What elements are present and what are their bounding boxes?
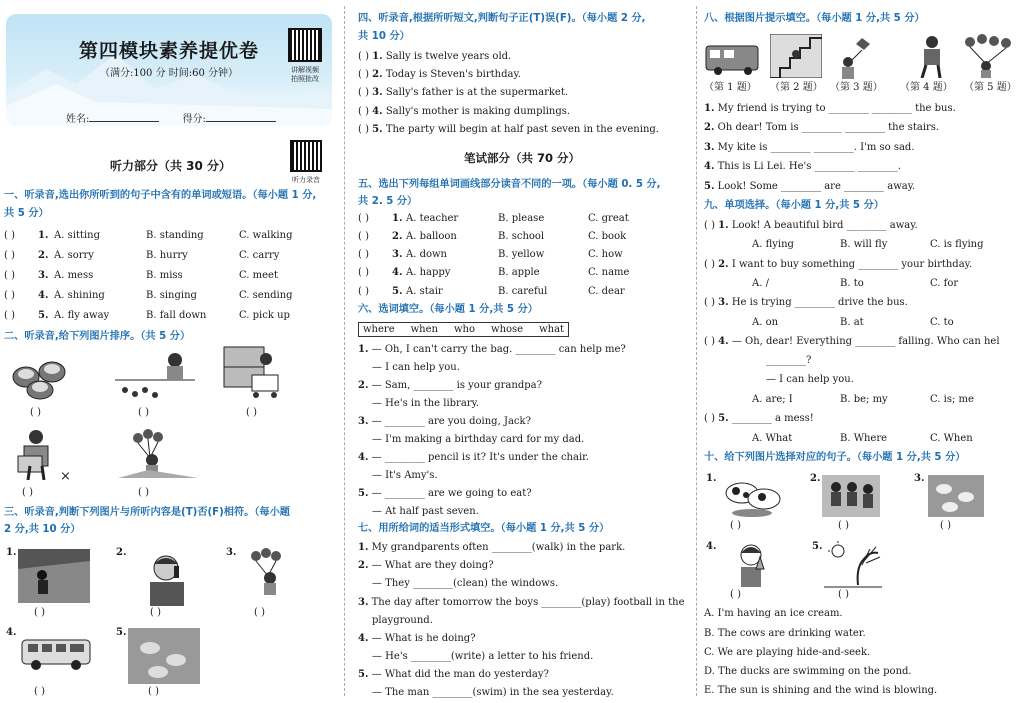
answer-paren[interactable]: ( ) — [358, 87, 369, 98]
boy-falling-picture — [115, 350, 195, 400]
sentence-option: D. The ducks are swimming on the pond. — [704, 666, 912, 677]
item-number: 2. — [704, 122, 715, 133]
word-bank-item: whose — [491, 324, 524, 335]
score-field[interactable] — [206, 112, 276, 122]
list-item — [358, 668, 549, 682]
list-item — [372, 577, 558, 591]
answer-paren[interactable]: ( ) — [4, 310, 15, 321]
item-text: — ________ are you doing, Jack? — [371, 416, 531, 427]
section-2-title: 二、听录音,给下列图片排序。（共 5 分） — [4, 331, 191, 342]
item-text: I want to buy something ________ your birthday. — [731, 259, 973, 270]
list-item — [4, 289, 340, 305]
item-number: 5. — [704, 181, 715, 192]
section-4-title-cont: 共 10 分） — [358, 31, 410, 42]
list-item — [704, 219, 918, 233]
qr-caption: 听力录音 — [292, 176, 320, 184]
item-number: 4. — [6, 627, 17, 638]
windy-sunny-picture — [824, 541, 882, 589]
score-label: 得分: — [182, 114, 206, 125]
answer-paren[interactable]: ( ) — [4, 230, 15, 241]
option-b: B. to — [840, 278, 864, 289]
stairs-picture — [770, 34, 822, 78]
section-5-title-cont: 共 2. 5 分） — [358, 196, 418, 207]
answer-paren[interactable]: ( ) — [358, 106, 369, 117]
item-text: — Sam, ________ is your grandpa? — [371, 380, 542, 391]
list-item — [358, 212, 688, 228]
item-text: The day after tomorrow the boys ________(play) football in the — [371, 597, 685, 608]
shopping-cart-picture — [222, 345, 284, 403]
item-number: 1. — [704, 103, 715, 114]
item-number: 3. — [358, 416, 369, 427]
list-item — [372, 686, 614, 700]
item-number: 4. — [358, 452, 369, 463]
bus-picture — [704, 38, 760, 78]
option-a: A. shining — [54, 290, 105, 301]
listening-title: 听力部分（共 30 分） — [110, 159, 232, 173]
list-item — [358, 86, 568, 100]
item-number: 5. — [812, 541, 823, 552]
option-b: B. standing — [146, 230, 204, 241]
option-c: C. carry — [239, 250, 280, 261]
item-text: — It's Amy's. — [372, 470, 438, 481]
picture-caption: （第 5 题） — [964, 82, 1017, 93]
answer-paren[interactable]: ( ) — [4, 270, 15, 281]
item-number: 4. — [358, 633, 369, 644]
word-bank-item: what — [539, 324, 565, 335]
option-a: A. stair — [406, 286, 443, 297]
list-item — [704, 141, 915, 155]
list-item — [358, 379, 542, 393]
list-item — [704, 412, 814, 426]
answer-paren[interactable]: ( ) — [358, 69, 369, 80]
balloons-picture — [118, 428, 198, 478]
answer-paren[interactable]: ( ) — [4, 250, 15, 261]
item-text: Oh dear! Tom is ________ ________ the stairs. — [717, 122, 940, 133]
section-9-title: 九、单项选择。（每小题 1 分,共 5 分） — [704, 200, 884, 211]
list-item — [358, 451, 589, 465]
item-number: 4. — [704, 161, 715, 172]
item-number: 5. — [372, 124, 383, 135]
list-item — [358, 541, 625, 555]
section-1-title-cont: 共 5 分） — [4, 208, 49, 219]
answer-paren[interactable]: ( ) — [138, 407, 149, 418]
answer-paren[interactable]: ( ) — [246, 407, 257, 418]
item-text: — They ________(clean) the windows. — [372, 578, 559, 589]
list-item — [358, 487, 532, 501]
answer-paren[interactable]: ( ) — [704, 220, 715, 231]
list-item — [4, 309, 340, 325]
name-label: 姓名: — [66, 114, 90, 125]
answer-paren[interactable]: ( ) — [838, 520, 849, 531]
item-number: 2. — [358, 380, 369, 391]
item-text: — Oh, dear! Everything ________ falling. Who can hel — [731, 336, 1000, 347]
answer-paren[interactable]: ( ) — [4, 290, 15, 301]
sentence-option: A. I'm having an ice cream. — [704, 608, 843, 619]
option-a: A. on — [752, 317, 779, 328]
name-score-line — [66, 110, 276, 125]
middle-column — [348, 0, 692, 703]
item-number: 2. — [358, 560, 369, 571]
item-text: Sally's father is at the supermarket. — [385, 87, 569, 98]
item-number: 1. — [718, 220, 729, 231]
option-c: C. dear — [588, 286, 625, 297]
item-number: 2. — [392, 231, 403, 242]
list-item — [358, 248, 688, 264]
option-b: B. be; my — [840, 394, 888, 405]
option-a: A. are; I — [752, 394, 793, 405]
item-text: Today is Steven's birthday. — [385, 69, 521, 80]
option-c: C. meet — [239, 270, 278, 281]
man-on-phone-picture — [142, 552, 192, 606]
ducks-on-pond-picture — [128, 628, 200, 684]
item-number: 3. — [914, 473, 925, 484]
item-text: — He's ________(write) a letter to his friend. — [372, 651, 594, 662]
answer-paren[interactable]: ( ) — [34, 607, 45, 618]
answer-paren[interactable]: ( ) — [358, 267, 369, 278]
ducks-on-pond-picture — [928, 475, 984, 517]
answer-paren[interactable]: ( ) — [704, 336, 715, 347]
item-number: 5. — [358, 488, 369, 499]
item-text: Look! Some ________ are ________ away. — [717, 181, 916, 192]
list-item — [704, 258, 972, 272]
list-item — [704, 296, 908, 310]
picture-caption: （第 3 题） — [830, 82, 883, 93]
option-a: A. down — [406, 249, 448, 260]
answer-paren[interactable]: ( ) — [22, 487, 33, 498]
exam-header — [6, 14, 332, 126]
item-number: 5. — [358, 669, 369, 680]
option-c: C. walking — [239, 230, 293, 241]
option-a: A. balloon — [406, 231, 457, 242]
boy-reading-picture — [908, 34, 948, 78]
dumplings-picture — [10, 352, 80, 402]
item-text: — What is he doing? — [371, 633, 476, 644]
item-text-cont: ________? — [766, 355, 812, 366]
list-item — [4, 249, 340, 265]
item-number: 4. — [718, 336, 729, 347]
item-text: The party will begin at half past seven in the evening. — [385, 124, 659, 135]
girl-eating-ice-cream-picture — [734, 543, 768, 589]
qr-code-icon — [290, 140, 322, 172]
item-number: 1. — [6, 547, 17, 558]
cows-picture — [722, 475, 784, 517]
item-number: 5. — [718, 413, 729, 424]
word-bank-item: who — [453, 324, 476, 335]
item-number: 3. — [718, 297, 729, 308]
list-item — [372, 505, 479, 519]
option-b: B. hurry — [146, 250, 188, 261]
sentence-option: B. The cows are drinking water. — [704, 628, 866, 639]
item-text: Look! A beautiful bird ________ away. — [731, 220, 918, 231]
section-5-title: 五、选出下列每组单词画线部分读音不同的一项。（每小题 0. 5 分, — [358, 179, 661, 190]
item-number: 4. — [392, 267, 403, 278]
option-b: B. please — [498, 213, 545, 224]
answer-paren[interactable]: ( ) — [34, 686, 45, 697]
answer-paren[interactable]: ( ) — [150, 607, 161, 618]
sentence-option: C. We are playing hide-and-seek. — [704, 647, 871, 658]
section-3-title-cont: 2 分,共 10 分） — [4, 524, 81, 535]
option-a: A. happy — [406, 267, 451, 278]
section-10-title: 十、给下列图片选择对应的句子。（每小题 1 分,共 5 分） — [704, 452, 966, 463]
answer-paren[interactable]: ( ) — [254, 607, 265, 618]
man-carrying-box-picture — [14, 428, 58, 480]
option-a: A. mess — [54, 270, 94, 281]
option-c: C. for — [930, 278, 959, 289]
answer-paren[interactable]: ( ) — [138, 487, 149, 498]
option-c: C. sending — [239, 290, 293, 301]
item-number: 3. — [226, 547, 237, 558]
score-time-line: （满分:100 分 时间:60 分钟） — [99, 68, 239, 79]
answer-paren[interactable]: ( ) — [838, 589, 849, 600]
item-text: — What are they doing? — [371, 560, 494, 571]
girl-with-balloons-picture — [238, 548, 298, 598]
section-6-title: 六、选词填空。（每小题 1 分,共 5 分） — [358, 304, 538, 315]
answer-paren[interactable]: ( ) — [358, 213, 369, 224]
list-item — [704, 335, 1019, 349]
option-a: A. What — [752, 433, 793, 444]
item-text: — Oh, I can't carry the bag. ________ can help me? — [371, 344, 626, 355]
list-item — [358, 50, 511, 64]
item-text: Sally's mother is making dumplings. — [385, 106, 571, 117]
answer-paren[interactable]: ( ) — [30, 407, 41, 418]
picture-caption: （第 4 题） — [900, 82, 953, 93]
balloons-flying-picture — [962, 34, 1012, 78]
item-text: Sally is twelve years old. — [385, 51, 512, 62]
option-b: B. Where — [840, 433, 888, 444]
option-c: C. how — [588, 249, 623, 260]
option-a: A. teacher — [406, 213, 459, 224]
item-text: ________ a mess! — [731, 413, 814, 424]
item-number: 3. — [372, 87, 383, 98]
option-a: A. / — [752, 278, 769, 289]
list-item — [358, 285, 688, 301]
option-c: C. name — [588, 267, 630, 278]
item-number: 1. — [358, 344, 369, 355]
answer-paren[interactable]: ( ) — [358, 286, 369, 297]
list-item — [372, 361, 460, 375]
list-item — [4, 229, 340, 245]
x-mark-icon: × — [60, 469, 71, 484]
bus-picture — [20, 636, 94, 672]
item-text: — At half past seven. — [372, 506, 479, 517]
option-b: B. apple — [498, 267, 540, 278]
list-item — [704, 102, 956, 116]
boy-with-kite-picture — [834, 36, 874, 80]
left-column — [0, 0, 340, 703]
option-c: C. great — [588, 213, 629, 224]
item-text: My friend is trying to ________ ________ the bus. — [717, 103, 956, 114]
list-item — [704, 121, 939, 135]
option-b: B. will fly — [840, 239, 888, 250]
list-item — [358, 632, 476, 646]
right-column — [700, 0, 1019, 703]
section-8-title: 八、根据图片提示填空。（每小题 1 分,共 5 分） — [704, 13, 925, 24]
list-item — [358, 230, 688, 246]
list-item — [372, 650, 593, 664]
answer-paren[interactable]: ( ) — [358, 124, 369, 135]
picture-caption: （第 1 题） — [704, 82, 757, 93]
item-number: 2. — [116, 547, 127, 558]
item-text-cont: — I can help you. — [766, 374, 854, 385]
item-text: — ________ pencil is it? It's under the chair. — [371, 452, 590, 463]
item-number: 3. — [704, 142, 715, 153]
item-number: 5. — [116, 627, 127, 638]
option-c: C. book — [588, 231, 627, 242]
item-text: This is Li Lei. He's ________ ________. — [717, 161, 901, 172]
qr-code-icon — [288, 28, 322, 62]
option-a: A. sorry — [54, 250, 94, 261]
list-item — [704, 160, 901, 174]
list-item — [358, 68, 521, 82]
option-c: C. to — [930, 317, 954, 328]
answer-paren[interactable]: ( ) — [358, 249, 369, 260]
option-a: A. sitting — [54, 230, 100, 241]
list-item — [704, 180, 915, 194]
item-text: My grandparents often ________(walk) in the park. — [371, 542, 626, 553]
river-scene-picture — [18, 549, 90, 603]
list-item — [358, 415, 531, 429]
item-number: 1. — [358, 542, 369, 553]
qr-caption: 讲解视频 拍照批改 — [291, 66, 319, 83]
option-b: B. school — [498, 231, 545, 242]
writing-title: 笔试部分（共 70 分） — [464, 151, 581, 165]
item-text: — ________ are we going to eat? — [371, 488, 532, 499]
item-number: 4. — [38, 290, 49, 301]
list-item — [358, 343, 626, 357]
answer-paren[interactable]: ( ) — [730, 589, 741, 600]
item-number: 3. — [392, 249, 403, 260]
section-4-title: 四、听录音,根据所听短文,判断句子正(T)误(F)。（每小题 2 分, — [358, 13, 646, 24]
picture-caption: （第 2 题） — [770, 82, 823, 93]
option-c: C. is flying — [930, 239, 984, 250]
option-b: B. miss — [146, 270, 183, 281]
item-number: 2. — [372, 69, 383, 80]
answer-paren[interactable]: ( ) — [704, 259, 715, 270]
item-number: 2. — [718, 259, 729, 270]
item-text: — I can help you. — [372, 362, 460, 373]
list-item — [358, 123, 659, 137]
answer-paren[interactable]: ( ) — [940, 520, 951, 531]
option-a: A. flying — [752, 239, 794, 250]
name-field[interactable] — [89, 112, 159, 122]
answer-paren[interactable]: ( ) — [148, 686, 159, 697]
answer-paren[interactable]: ( ) — [358, 51, 369, 62]
item-text: — The man ________(swim) in the sea yesterday. — [372, 687, 614, 698]
answer-paren[interactable]: ( ) — [730, 520, 741, 531]
option-b: B. singing — [146, 290, 197, 301]
item-text: He is trying ________ drive the bus. — [731, 297, 908, 308]
list-item — [4, 269, 340, 285]
item-number: 1. — [706, 473, 717, 484]
list-item — [372, 469, 438, 483]
item-text: playground. — [372, 615, 433, 626]
word-bank — [358, 322, 569, 337]
item-number: 1. — [372, 51, 383, 62]
section-7-title: 七、用所给词的适当形式填空。（每小题 1 分,共 5 分） — [358, 523, 610, 534]
option-b: B. yellow — [498, 249, 545, 260]
option-c: C. is; me — [930, 394, 974, 405]
option-b: B. at — [840, 317, 864, 328]
item-text: — He's in the library. — [372, 398, 480, 409]
sentence-option: E. The sun is shining and the wind is blowing. — [704, 685, 938, 696]
item-number: 2. — [810, 473, 821, 484]
item-number: 4. — [706, 541, 717, 552]
section-1-title: 一、听录音,选出你所听到的句子中含有的单词或短语。（每小题 1 分, — [4, 190, 317, 201]
answer-paren[interactable]: ( ) — [358, 231, 369, 242]
item-number: 4. — [372, 106, 383, 117]
word-bank-item: when — [410, 324, 438, 335]
list-item — [372, 614, 433, 628]
item-number: 5. — [392, 286, 403, 297]
item-number: 3. — [38, 270, 49, 281]
list-item — [358, 559, 494, 573]
item-number: 5. — [38, 310, 49, 321]
word-bank-item: where — [363, 324, 395, 335]
item-text: — What did the man do yesterday? — [371, 669, 549, 680]
list-item — [358, 266, 688, 282]
exam-title: 第四模块素养提优卷 — [78, 40, 259, 62]
list-item — [358, 105, 570, 119]
option-c: C. When — [930, 433, 973, 444]
column-divider — [344, 6, 345, 696]
item-number: 1. — [392, 213, 403, 224]
item-number: 2. — [38, 250, 49, 261]
section-3-title: 三、听录音,判断下列图片与所听内容是(T)否(F)相符。（每小题 — [4, 507, 290, 518]
answer-paren[interactable]: ( ) — [704, 297, 715, 308]
item-number: 3. — [358, 597, 369, 608]
children-playing-picture — [822, 475, 880, 517]
option-b: B. careful — [498, 286, 548, 297]
item-number: 1. — [38, 230, 49, 241]
option-b: B. fall down — [146, 310, 207, 321]
item-text: — I'm making a birthday card for my dad. — [372, 434, 585, 445]
list-item — [372, 433, 584, 447]
option-a: A. fly away — [54, 310, 110, 321]
column-divider — [696, 6, 697, 696]
item-text: My kite is ________ ________. I'm so sad. — [717, 142, 915, 153]
answer-paren[interactable]: ( ) — [704, 413, 715, 424]
list-item — [358, 596, 684, 610]
option-c: C. pick up — [239, 310, 290, 321]
list-item — [372, 397, 479, 411]
